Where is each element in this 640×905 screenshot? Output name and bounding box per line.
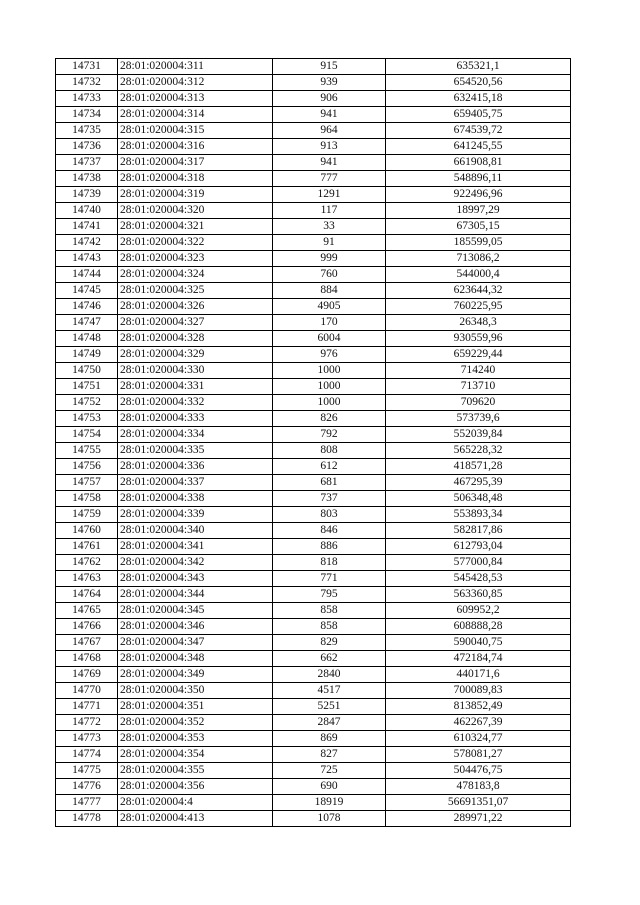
cadastral-value-cell: 26348,3 (386, 315, 571, 331)
cadastral-number-cell: 28:01:020004:338 (118, 491, 273, 507)
area-cell: 808 (273, 443, 386, 459)
table-row (56, 91, 571, 107)
area-cell: 869 (273, 731, 386, 747)
table-row (56, 395, 571, 411)
cadastral-number-cell: 28:01:020004:335 (118, 443, 273, 459)
cadastral-number-cell: 28:01:020004:353 (118, 731, 273, 747)
table-row (56, 299, 571, 315)
table-row (56, 683, 571, 699)
area-cell: 1000 (273, 363, 386, 379)
table-row (56, 507, 571, 523)
cadastral-value-cell: 504476,75 (386, 763, 571, 779)
table-row (56, 267, 571, 283)
area-cell: 760 (273, 267, 386, 283)
row-number-cell: 14734 (56, 107, 118, 123)
table-row (56, 315, 571, 331)
table-row (56, 139, 571, 155)
row-number-cell: 14752 (56, 395, 118, 411)
table-row (56, 491, 571, 507)
row-number-cell: 14774 (56, 747, 118, 763)
row-number-cell: 14758 (56, 491, 118, 507)
cadastral-number-cell: 28:01:020004:323 (118, 251, 273, 267)
area-cell: 941 (273, 155, 386, 171)
table-row (56, 283, 571, 299)
cadastral-number-cell: 28:01:020004:339 (118, 507, 273, 523)
cadastral-value-cell: 612793,04 (386, 539, 571, 555)
table-row (56, 619, 571, 635)
cadastral-number-cell: 28:01:020004:351 (118, 699, 273, 715)
cadastral-value-cell: 610324,77 (386, 731, 571, 747)
cadastral-value-cell: 418571,28 (386, 459, 571, 475)
table-row (56, 587, 571, 603)
area-cell: 826 (273, 411, 386, 427)
table-row (56, 459, 571, 475)
cadastral-value-cell: 544000,4 (386, 267, 571, 283)
cadastral-value-cell: 608888,28 (386, 619, 571, 635)
cadastral-number-cell: 28:01:020004:350 (118, 683, 273, 699)
cadastral-number-cell: 28:01:020004:342 (118, 555, 273, 571)
cadastral-value-cell: 760225,95 (386, 299, 571, 315)
cadastral-value-cell: 632415,18 (386, 91, 571, 107)
table-row (56, 363, 571, 379)
area-cell: 915 (273, 59, 386, 75)
cadastral-value-cell: 674539,72 (386, 123, 571, 139)
cadastral-number-cell: 28:01:020004:352 (118, 715, 273, 731)
cadastral-value-cell: 654520,56 (386, 75, 571, 91)
row-number-cell: 14743 (56, 251, 118, 267)
cadastral-number-cell: 28:01:020004:322 (118, 235, 273, 251)
cadastral-value-cell: 573739,6 (386, 411, 571, 427)
cadastral-number-cell: 28:01:020004:311 (118, 59, 273, 75)
row-number-cell: 14769 (56, 667, 118, 683)
area-cell: 91 (273, 235, 386, 251)
cadastral-number-cell: 28:01:020004:326 (118, 299, 273, 315)
cadastral-value-cell: 641245,55 (386, 139, 571, 155)
area-cell: 792 (273, 427, 386, 443)
area-cell: 846 (273, 523, 386, 539)
row-number-cell: 14739 (56, 187, 118, 203)
area-cell: 771 (273, 571, 386, 587)
row-number-cell: 14740 (56, 203, 118, 219)
table-row (56, 539, 571, 555)
table-row (56, 603, 571, 619)
cadastral-value-cell: 659229,44 (386, 347, 571, 363)
cadastral-number-cell: 28:01:020004:331 (118, 379, 273, 395)
row-number-cell: 14744 (56, 267, 118, 283)
cadastral-value-cell: 582817,86 (386, 523, 571, 539)
row-number-cell: 14778 (56, 811, 118, 827)
area-cell: 4517 (273, 683, 386, 699)
area-cell: 1078 (273, 811, 386, 827)
table-row (56, 379, 571, 395)
cadastral-number-cell: 28:01:020004:325 (118, 283, 273, 299)
cadastral-value-cell: 552039,84 (386, 427, 571, 443)
area-cell: 18919 (273, 795, 386, 811)
cadastral-value-cell: 577000,84 (386, 555, 571, 571)
table-row (56, 635, 571, 651)
area-cell: 681 (273, 475, 386, 491)
table-row (56, 203, 571, 219)
cadastral-value-cell: 714240 (386, 363, 571, 379)
row-number-cell: 14770 (56, 683, 118, 699)
cadastral-value-cell: 713086,2 (386, 251, 571, 267)
cadastral-value-cell: 545428,53 (386, 571, 571, 587)
row-number-cell: 14735 (56, 123, 118, 139)
table-row (56, 715, 571, 731)
area-cell: 829 (273, 635, 386, 651)
row-number-cell: 14738 (56, 171, 118, 187)
area-cell: 964 (273, 123, 386, 139)
cadastral-value-cell: 462267,39 (386, 715, 571, 731)
row-number-cell: 14736 (56, 139, 118, 155)
area-cell: 827 (273, 747, 386, 763)
cadastral-number-cell: 28:01:020004:343 (118, 571, 273, 587)
row-number-cell: 14776 (56, 779, 118, 795)
row-number-cell: 14759 (56, 507, 118, 523)
table-row (56, 699, 571, 715)
row-number-cell: 14731 (56, 59, 118, 75)
cadastral-value-cell: 813852,49 (386, 699, 571, 715)
table-row (56, 75, 571, 91)
cadastral-value-cell: 563360,85 (386, 587, 571, 603)
cadastral-value-cell: 590040,75 (386, 635, 571, 651)
cadastral-value-cell: 478183,8 (386, 779, 571, 795)
row-number-cell: 14762 (56, 555, 118, 571)
row-number-cell: 14749 (56, 347, 118, 363)
cadastral-number-cell: 28:01:020004:354 (118, 747, 273, 763)
table-row (56, 331, 571, 347)
table-row (56, 651, 571, 667)
cadastral-number-cell: 28:01:020004:318 (118, 171, 273, 187)
table-row (56, 411, 571, 427)
table-row (56, 747, 571, 763)
cadastral-value-cell: 609952,2 (386, 603, 571, 619)
table-row (56, 59, 571, 75)
cadastral-number-cell: 28:01:020004:341 (118, 539, 273, 555)
cadastral-number-cell: 28:01:020004:344 (118, 587, 273, 603)
cadastral-value-cell: 440171,6 (386, 667, 571, 683)
cadastral-value-cell: 709620 (386, 395, 571, 411)
cadastral-value-cell: 713710 (386, 379, 571, 395)
row-number-cell: 14772 (56, 715, 118, 731)
cadastral-value-table (55, 58, 571, 827)
cadastral-number-cell: 28:01:020004:413 (118, 811, 273, 827)
table-row (56, 155, 571, 171)
table-row (56, 523, 571, 539)
row-number-cell: 14755 (56, 443, 118, 459)
cadastral-value-cell: 661908,81 (386, 155, 571, 171)
area-cell: 117 (273, 203, 386, 219)
area-cell: 4905 (273, 299, 386, 315)
area-cell: 2847 (273, 715, 386, 731)
cadastral-number-cell: 28:01:020004:356 (118, 779, 273, 795)
cadastral-value-cell: 289971,22 (386, 811, 571, 827)
cadastral-number-cell: 28:01:020004:317 (118, 155, 273, 171)
cadastral-number-cell: 28:01:020004:320 (118, 203, 273, 219)
cadastral-number-cell: 28:01:020004:349 (118, 667, 273, 683)
area-cell: 884 (273, 283, 386, 299)
table-row (56, 555, 571, 571)
table-row (56, 475, 571, 491)
cadastral-number-cell: 28:01:020004:324 (118, 267, 273, 283)
table-row (56, 171, 571, 187)
table-row (56, 251, 571, 267)
row-number-cell: 14766 (56, 619, 118, 635)
area-cell: 777 (273, 171, 386, 187)
cadastral-number-cell: 28:01:020004:4 (118, 795, 273, 811)
cadastral-value-cell: 472184,74 (386, 651, 571, 667)
cadastral-number-cell: 28:01:020004:340 (118, 523, 273, 539)
cadastral-number-cell: 28:01:020004:333 (118, 411, 273, 427)
cadastral-value-cell: 67305,15 (386, 219, 571, 235)
area-cell: 906 (273, 91, 386, 107)
table-body (56, 59, 571, 827)
cadastral-value-cell: 635321,1 (386, 59, 571, 75)
cadastral-value-cell: 506348,48 (386, 491, 571, 507)
area-cell: 5251 (273, 699, 386, 715)
area-cell: 1000 (273, 395, 386, 411)
area-cell: 6004 (273, 331, 386, 347)
cadastral-number-cell: 28:01:020004:319 (118, 187, 273, 203)
cadastral-value-cell: 56691351,07 (386, 795, 571, 811)
table-row (56, 123, 571, 139)
table-row (56, 811, 571, 827)
cadastral-value-cell: 623644,32 (386, 283, 571, 299)
row-number-cell: 14767 (56, 635, 118, 651)
cadastral-number-cell: 28:01:020004:346 (118, 619, 273, 635)
cadastral-value-cell: 565228,32 (386, 443, 571, 459)
cadastral-value-cell: 578081,27 (386, 747, 571, 763)
cadastral-value-cell: 548896,11 (386, 171, 571, 187)
cadastral-number-cell: 28:01:020004:313 (118, 91, 273, 107)
row-number-cell: 14773 (56, 731, 118, 747)
row-number-cell: 14760 (56, 523, 118, 539)
cadastral-value-cell: 18997,29 (386, 203, 571, 219)
table-row (56, 347, 571, 363)
row-number-cell: 14751 (56, 379, 118, 395)
cadastral-number-cell: 28:01:020004:337 (118, 475, 273, 491)
cadastral-number-cell: 28:01:020004:336 (118, 459, 273, 475)
cadastral-value-cell: 185599,05 (386, 235, 571, 251)
row-number-cell: 14733 (56, 91, 118, 107)
area-cell: 886 (273, 539, 386, 555)
table-row (56, 107, 571, 123)
table-row (56, 235, 571, 251)
cadastral-value-cell: 700089,83 (386, 683, 571, 699)
cadastral-value-cell: 922496,96 (386, 187, 571, 203)
area-cell: 33 (273, 219, 386, 235)
cadastral-number-cell: 28:01:020004:330 (118, 363, 273, 379)
row-number-cell: 14771 (56, 699, 118, 715)
table-row (56, 763, 571, 779)
row-number-cell: 14746 (56, 299, 118, 315)
area-cell: 725 (273, 763, 386, 779)
area-cell: 939 (273, 75, 386, 91)
row-number-cell: 14742 (56, 235, 118, 251)
row-number-cell: 14754 (56, 427, 118, 443)
row-number-cell: 14732 (56, 75, 118, 91)
cadastral-number-cell: 28:01:020004:348 (118, 651, 273, 667)
table-row (56, 427, 571, 443)
table-row (56, 731, 571, 747)
row-number-cell: 14748 (56, 331, 118, 347)
cadastral-number-cell: 28:01:020004:312 (118, 75, 273, 91)
area-cell: 662 (273, 651, 386, 667)
cadastral-number-cell: 28:01:020004:329 (118, 347, 273, 363)
area-cell: 858 (273, 619, 386, 635)
row-number-cell: 14768 (56, 651, 118, 667)
area-cell: 612 (273, 459, 386, 475)
cadastral-number-cell: 28:01:020004:355 (118, 763, 273, 779)
area-cell: 803 (273, 507, 386, 523)
row-number-cell: 14765 (56, 603, 118, 619)
table-row (56, 571, 571, 587)
cadastral-number-cell: 28:01:020004:328 (118, 331, 273, 347)
row-number-cell: 14745 (56, 283, 118, 299)
area-cell: 1000 (273, 379, 386, 395)
area-cell: 858 (273, 603, 386, 619)
row-number-cell: 14761 (56, 539, 118, 555)
area-cell: 170 (273, 315, 386, 331)
cadastral-number-cell: 28:01:020004:334 (118, 427, 273, 443)
cadastral-value-cell: 467295,39 (386, 475, 571, 491)
cadastral-value-cell: 930559,96 (386, 331, 571, 347)
cadastral-value-cell: 553893,34 (386, 507, 571, 523)
area-cell: 818 (273, 555, 386, 571)
row-number-cell: 14763 (56, 571, 118, 587)
area-cell: 2840 (273, 667, 386, 683)
cadastral-number-cell: 28:01:020004:315 (118, 123, 273, 139)
table-row (56, 187, 571, 203)
table-row (56, 443, 571, 459)
row-number-cell: 14741 (56, 219, 118, 235)
cadastral-number-cell: 28:01:020004:327 (118, 315, 273, 331)
cadastral-value-cell: 659405,75 (386, 107, 571, 123)
row-number-cell: 14747 (56, 315, 118, 331)
area-cell: 976 (273, 347, 386, 363)
area-cell: 1291 (273, 187, 386, 203)
area-cell: 913 (273, 139, 386, 155)
table-row (56, 667, 571, 683)
row-number-cell: 14737 (56, 155, 118, 171)
cadastral-number-cell: 28:01:020004:345 (118, 603, 273, 619)
cadastral-number-cell: 28:01:020004:314 (118, 107, 273, 123)
table-row (56, 219, 571, 235)
row-number-cell: 14757 (56, 475, 118, 491)
area-cell: 737 (273, 491, 386, 507)
row-number-cell: 14753 (56, 411, 118, 427)
area-cell: 690 (273, 779, 386, 795)
cadastral-number-cell: 28:01:020004:321 (118, 219, 273, 235)
row-number-cell: 14756 (56, 459, 118, 475)
row-number-cell: 14764 (56, 587, 118, 603)
area-cell: 795 (273, 587, 386, 603)
table-row (56, 795, 571, 811)
area-cell: 941 (273, 107, 386, 123)
cadastral-number-cell: 28:01:020004:347 (118, 635, 273, 651)
area-cell: 999 (273, 251, 386, 267)
row-number-cell: 14775 (56, 763, 118, 779)
cadastral-number-cell: 28:01:020004:316 (118, 139, 273, 155)
cadastral-number-cell: 28:01:020004:332 (118, 395, 273, 411)
row-number-cell: 14750 (56, 363, 118, 379)
table-row (56, 779, 571, 795)
row-number-cell: 14777 (56, 795, 118, 811)
